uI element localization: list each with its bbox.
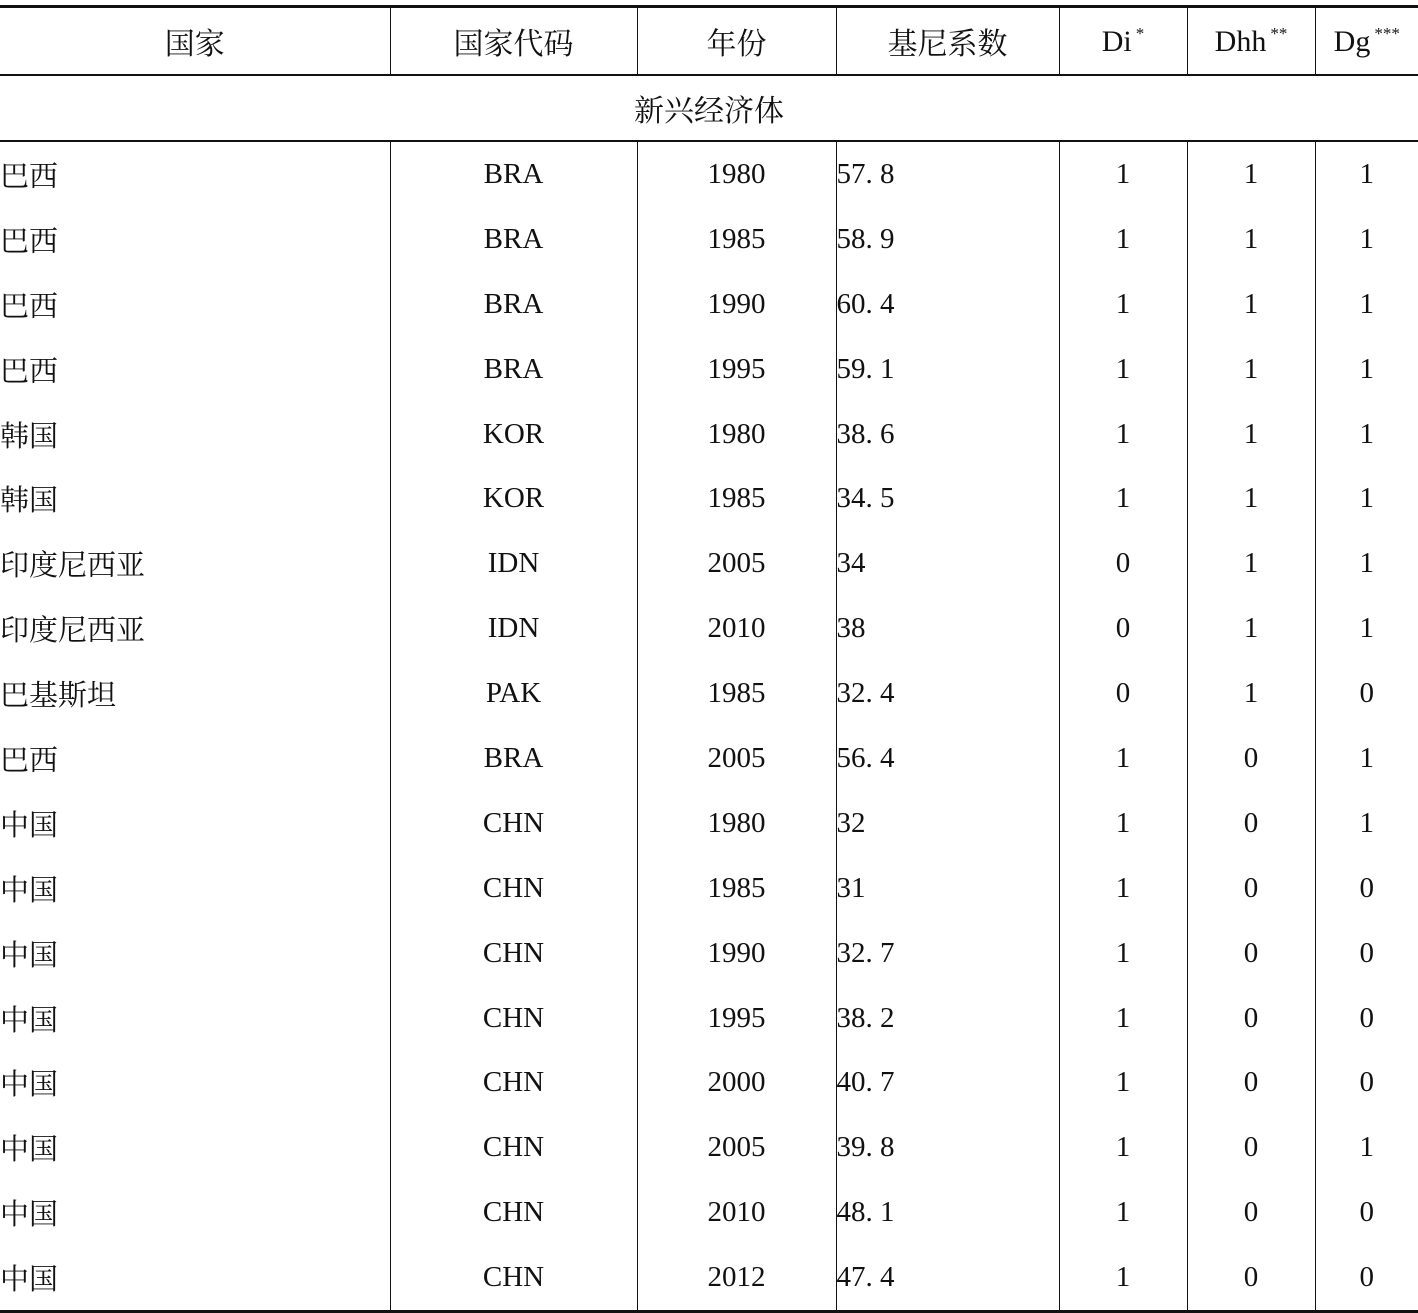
cell-di: 0 — [1059, 531, 1187, 596]
cell-country: 中国 — [0, 807, 59, 842]
cell-dhh: 1 — [1187, 402, 1315, 467]
cell-dg: 1 — [1315, 596, 1418, 661]
cell-year: 1990 — [637, 272, 836, 337]
cell-gini: 34. 5 — [836, 466, 1059, 531]
cell-dg: 0 — [1315, 986, 1418, 1051]
header-dhh — [1187, 7, 1315, 76]
cell-gini: 32. 4 — [836, 661, 1059, 726]
table-row — [0, 856, 1418, 921]
cell-code: KOR — [390, 402, 637, 467]
cell-country: 巴西 — [0, 353, 59, 388]
cell-country: 韩国 — [0, 418, 59, 453]
cell-country: 巴西 — [0, 288, 59, 323]
cell-dg: 1 — [1315, 141, 1418, 207]
cell-code: CHN — [390, 1180, 637, 1245]
cell-dhh: 1 — [1187, 141, 1315, 207]
cell-year: 2012 — [637, 1245, 836, 1311]
cell-country: 巴西 — [0, 158, 59, 193]
cell-gini: 38 — [836, 596, 1059, 661]
table-row — [0, 141, 1418, 207]
cell-code: CHN — [390, 856, 637, 921]
cell-di: 1 — [1059, 986, 1187, 1051]
cell-dhh: 1 — [1187, 466, 1315, 531]
cell-di: 1 — [1059, 1245, 1187, 1311]
cell-di: 1 — [1059, 1180, 1187, 1245]
cell-code: CHN — [390, 986, 637, 1051]
cell-gini: 38. 2 — [836, 986, 1059, 1051]
cell-country: 中国 — [0, 1245, 390, 1311]
cell-dhh: 0 — [1187, 726, 1315, 791]
table-row — [0, 466, 1418, 531]
cell-code: BRA — [390, 337, 637, 402]
cell-country: 印度尼西亚 — [0, 613, 146, 648]
cell-di: 1 — [1059, 921, 1187, 986]
table-body — [0, 141, 1418, 1312]
cell-country: 中国 — [0, 1002, 59, 1037]
cell-gini: 48. 1 — [836, 1180, 1059, 1245]
cell-year: 2010 — [637, 1180, 836, 1245]
cell-dhh: 1 — [1187, 596, 1315, 661]
cell-code: BRA — [390, 726, 637, 791]
cell-country: 巴基斯坦 — [0, 678, 117, 713]
cell-dhh: 1 — [1187, 207, 1315, 272]
cell-di: 1 — [1059, 141, 1187, 207]
cell-year: 1990 — [637, 921, 836, 986]
cell-gini: 32 — [836, 791, 1059, 856]
header-di-label: Di — [1101, 24, 1132, 58]
cell-year: 1985 — [637, 661, 836, 726]
cell-gini: 32. 7 — [836, 921, 1059, 986]
cell-year: 1985 — [637, 207, 836, 272]
cell-dg: 1 — [1315, 272, 1418, 337]
cell-country: 中国 — [0, 1132, 59, 1167]
header-year: 年份 — [637, 7, 836, 76]
cell-dg: 1 — [1315, 1115, 1418, 1180]
cell-year: 1980 — [637, 402, 836, 467]
cell-year: 1985 — [637, 856, 836, 921]
cell-country: 中国 — [0, 937, 59, 972]
cell-dhh: 0 — [1187, 1050, 1315, 1115]
cell-dg: 1 — [1315, 337, 1418, 402]
cell-code: BRA — [390, 272, 637, 337]
gini-table — [0, 5, 1418, 1313]
cell-dg: 0 — [1315, 1180, 1418, 1245]
cell-dg: 0 — [1315, 661, 1418, 726]
cell-di: 1 — [1059, 337, 1187, 402]
cell-country: 韩国 — [0, 483, 59, 518]
cell-dhh: 1 — [1187, 531, 1315, 596]
header-dg-mark: *** — [1374, 23, 1400, 43]
cell-gini: 39. 8 — [836, 1115, 1059, 1180]
header-di — [1059, 7, 1187, 76]
cell-di: 1 — [1059, 1050, 1187, 1115]
cell-di: 1 — [1059, 272, 1187, 337]
cell-gini: 47. 4 — [836, 1245, 1059, 1311]
cell-year: 1980 — [637, 791, 836, 856]
cell-dg: 0 — [1315, 1050, 1418, 1115]
cell-code: CHN — [390, 921, 637, 986]
table-row — [0, 1050, 1418, 1115]
cell-di: 0 — [1059, 661, 1187, 726]
cell-di: 1 — [1059, 791, 1187, 856]
table-row — [0, 661, 1418, 726]
cell-dg: 1 — [1315, 726, 1418, 791]
cell-code: IDN — [390, 596, 637, 661]
table-row — [0, 1115, 1418, 1180]
cell-dg: 1 — [1315, 207, 1418, 272]
header-dg-label: Dg — [1333, 24, 1371, 58]
header-country: 国家 — [0, 7, 390, 76]
section-row — [0, 75, 1418, 141]
table-row — [0, 921, 1418, 986]
table-row — [0, 1245, 1418, 1311]
cell-dg: 1 — [1315, 402, 1418, 467]
header-dhh-label: Dhh — [1214, 24, 1267, 58]
cell-year: 1995 — [637, 986, 836, 1051]
cell-dhh: 0 — [1187, 791, 1315, 856]
table-row — [0, 402, 1418, 467]
cell-dhh: 0 — [1187, 1245, 1315, 1311]
cell-dhh: 0 — [1187, 986, 1315, 1051]
cell-dg: 1 — [1315, 791, 1418, 856]
cell-gini: 60. 4 — [836, 272, 1059, 337]
cell-gini: 56. 4 — [836, 726, 1059, 791]
cell-dhh: 1 — [1187, 337, 1315, 402]
cell-code: KOR — [390, 466, 637, 531]
table-row — [0, 207, 1418, 272]
cell-dg: 1 — [1315, 466, 1418, 531]
cell-year: 1985 — [637, 466, 836, 531]
cell-code: CHN — [390, 1115, 637, 1180]
cell-dhh: 0 — [1187, 856, 1315, 921]
cell-dhh: 0 — [1187, 921, 1315, 986]
table-row — [0, 791, 1418, 856]
cell-dg: 1 — [1315, 531, 1418, 596]
cell-year: 1995 — [637, 337, 836, 402]
table-row — [0, 596, 1418, 661]
cell-gini: 57. 8 — [836, 141, 1059, 207]
cell-dhh: 1 — [1187, 661, 1315, 726]
table-row — [0, 272, 1418, 337]
cell-di: 1 — [1059, 207, 1187, 272]
cell-gini: 59. 1 — [836, 337, 1059, 402]
cell-di: 1 — [1059, 466, 1187, 531]
cell-code: PAK — [390, 661, 637, 726]
header-gini: 基尼系数 — [836, 7, 1059, 76]
header-country-code: 国家代码 — [390, 7, 637, 76]
header-row — [0, 7, 1418, 76]
cell-dg: 0 — [1315, 1245, 1418, 1311]
cell-year: 2010 — [637, 596, 836, 661]
cell-di: 1 — [1059, 856, 1187, 921]
cell-year: 2005 — [637, 726, 836, 791]
cell-year: 1980 — [637, 141, 836, 207]
cell-country: 中国 — [0, 1067, 59, 1102]
cell-year: 2000 — [637, 1050, 836, 1115]
header-dhh-mark: ** — [1270, 23, 1288, 43]
cell-gini: 34 — [836, 531, 1059, 596]
cell-year: 2005 — [637, 531, 836, 596]
table-row — [0, 986, 1418, 1051]
cell-di: 1 — [1059, 726, 1187, 791]
cell-di: 0 — [1059, 596, 1187, 661]
cell-gini: 40. 7 — [836, 1050, 1059, 1115]
header-di-mark: * — [1135, 23, 1145, 43]
section-title: 新兴经济体 — [0, 75, 1418, 141]
cell-code: CHN — [390, 1245, 637, 1311]
cell-gini: 31 — [836, 856, 1059, 921]
cell-di: 1 — [1059, 402, 1187, 467]
table-row — [0, 1180, 1418, 1245]
cell-code: CHN — [390, 791, 637, 856]
cell-dhh: 0 — [1187, 1115, 1315, 1180]
cell-year: 2005 — [637, 1115, 836, 1180]
cell-gini: 58. 9 — [836, 207, 1059, 272]
cell-dg: 0 — [1315, 921, 1418, 986]
cell-country: 印度尼西亚 — [0, 548, 146, 583]
header-dg — [1315, 7, 1418, 76]
cell-di: 1 — [1059, 1115, 1187, 1180]
cell-country: 巴西 — [0, 223, 59, 258]
table-row — [0, 531, 1418, 596]
cell-country: 中国 — [0, 1197, 59, 1232]
cell-dhh: 1 — [1187, 272, 1315, 337]
cell-dhh: 0 — [1187, 1180, 1315, 1245]
cell-code: CHN — [390, 1050, 637, 1115]
cell-dg: 0 — [1315, 856, 1418, 921]
cell-country: 中国 — [0, 872, 59, 907]
table-row — [0, 337, 1418, 402]
cell-code: BRA — [390, 207, 637, 272]
cell-code: IDN — [390, 531, 637, 596]
cell-code: BRA — [390, 141, 637, 207]
cell-country: 巴西 — [0, 742, 59, 777]
table-row — [0, 726, 1418, 791]
cell-gini: 38. 6 — [836, 402, 1059, 467]
